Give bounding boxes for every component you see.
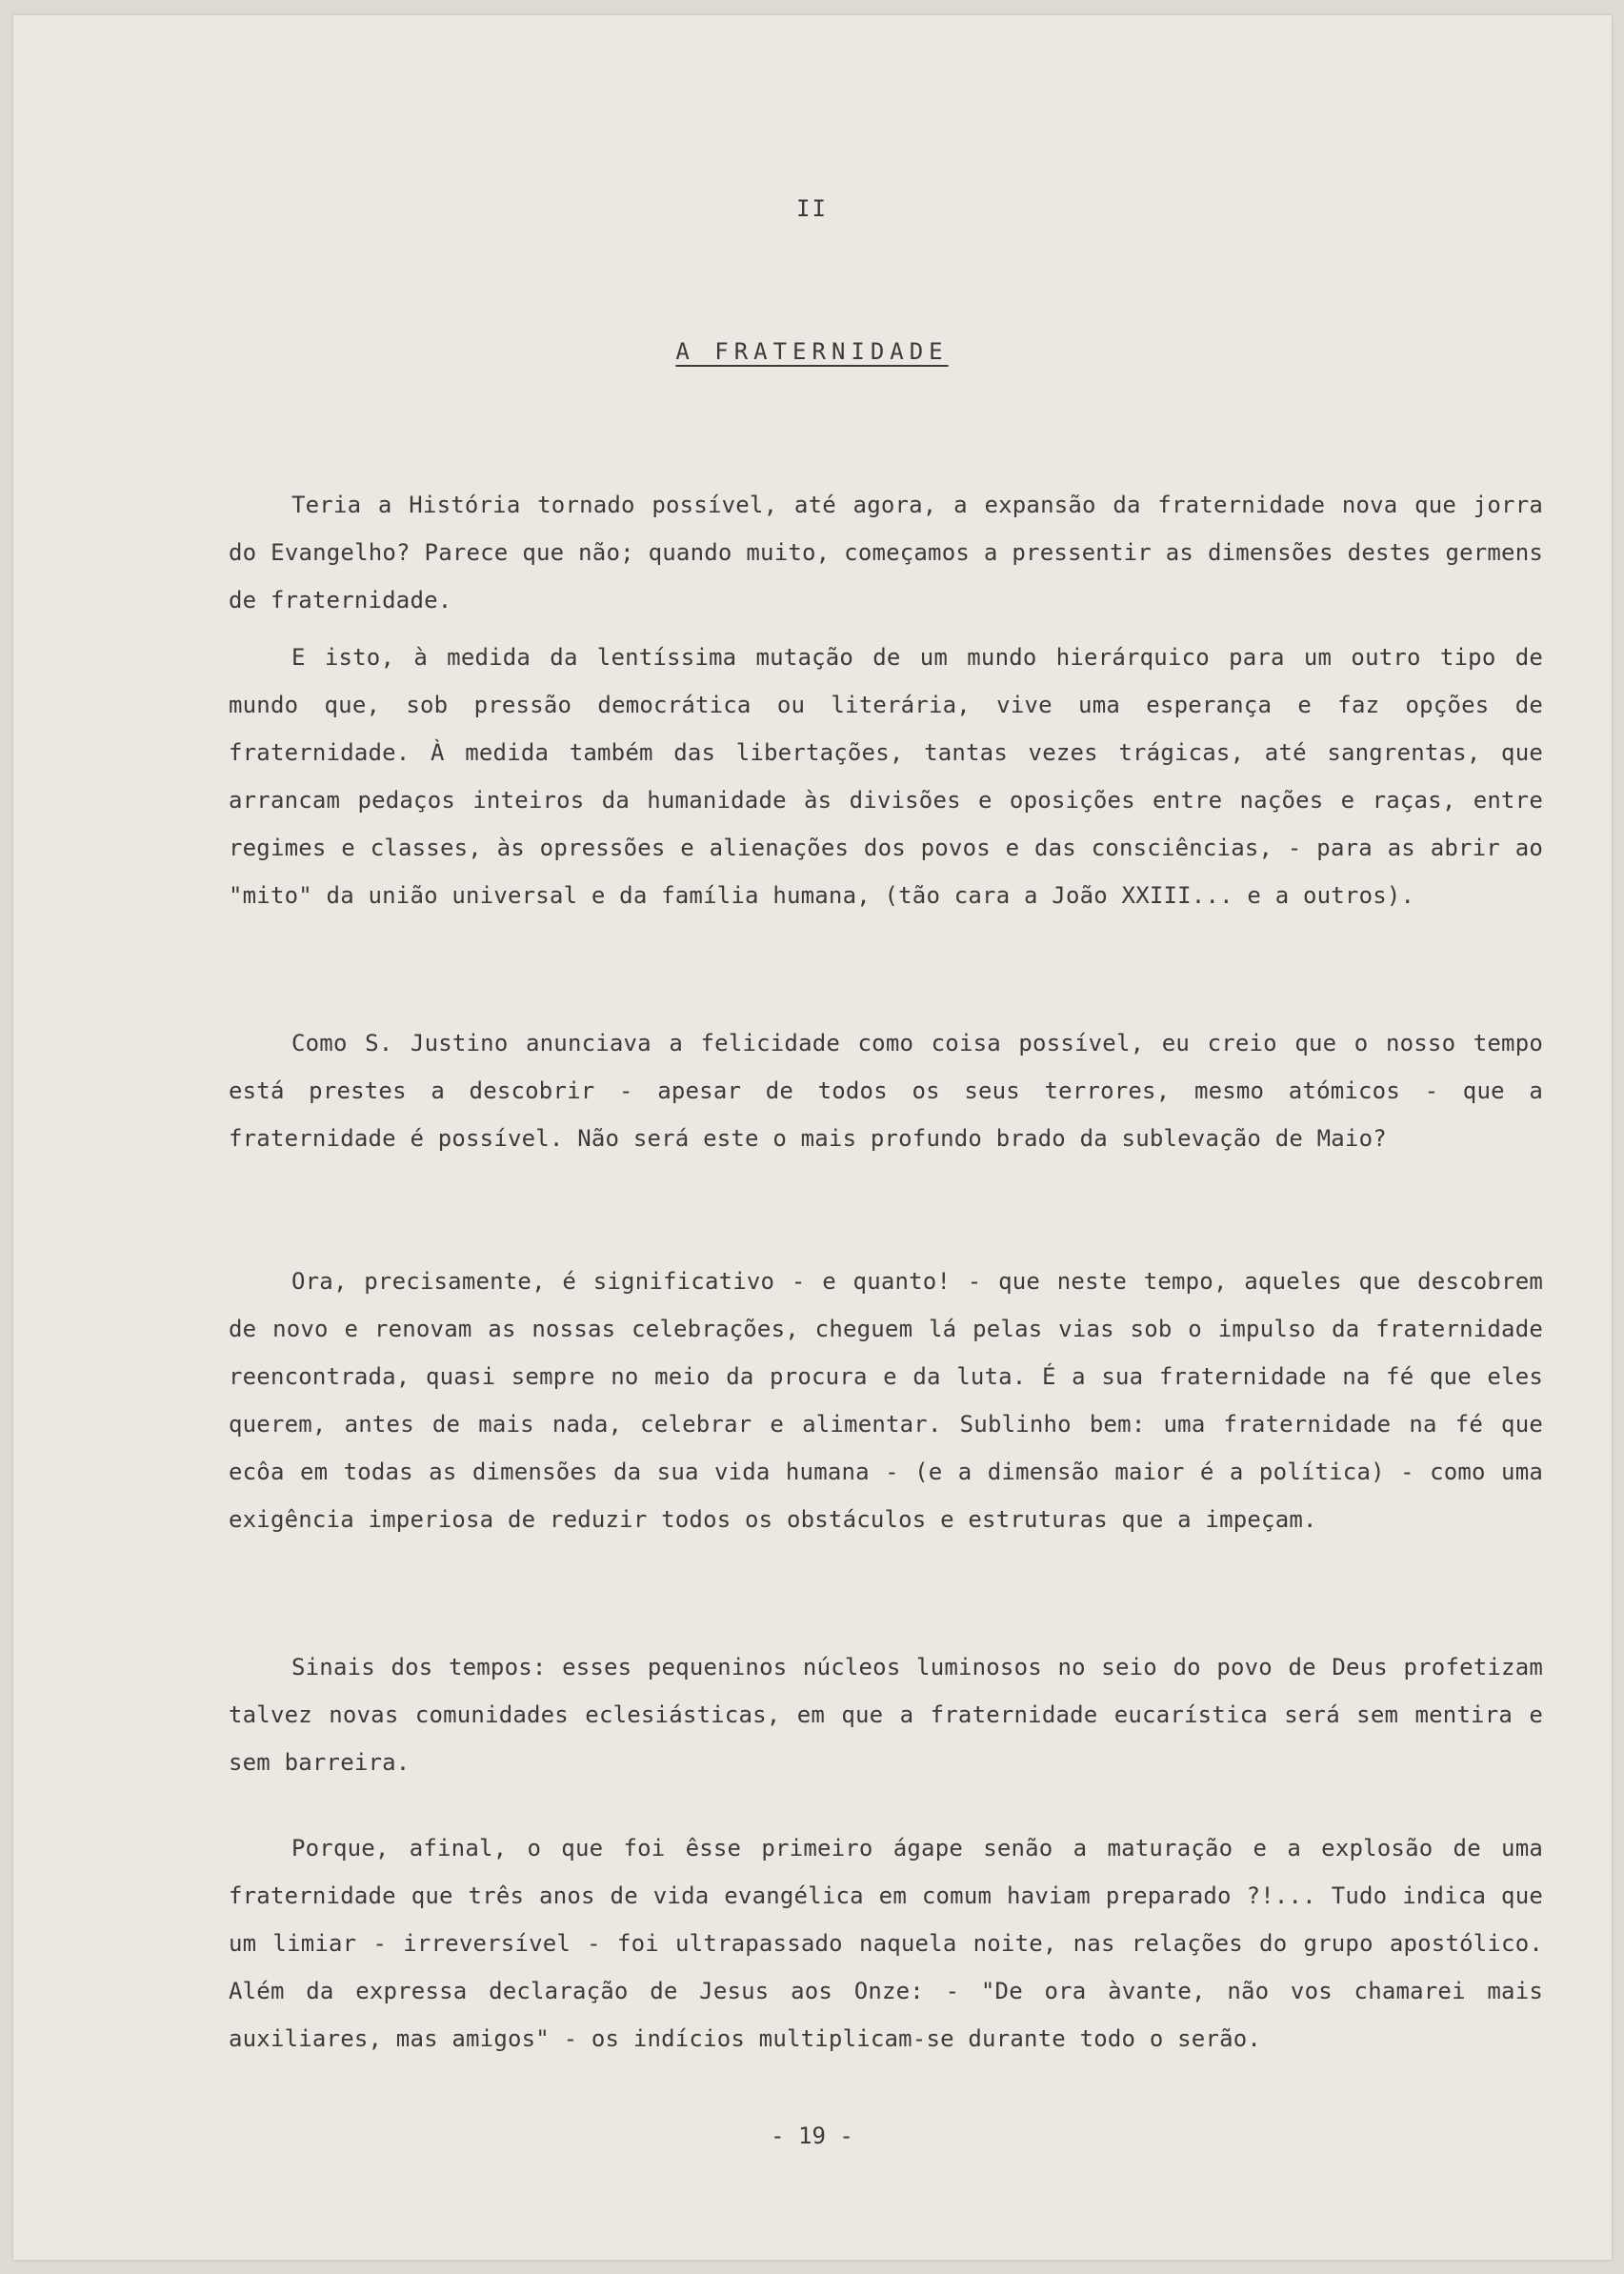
paragraph: Sinais dos tempos: esses pequeninos núcleos luminosos no seio do povo de Deus profetizam talvez novas comunidades eclesiásticas, em que a fraternidade eucarística será sem mentira e sem barreira. — [229, 1654, 1543, 1776]
paragraph: Teria a História tornado possível, até agora, a expansão da fraternidade nova que jorra do Evangelho? Parece que não; quando muito, começamos a pressentir as dimensões destes germens de fraternidade. — [229, 492, 1543, 614]
paragraph: E isto, à medida da lentíssima mutação de um mundo hierárquico para um outro tipo de mundo que, sob pressão democrática ou literária, vive uma esperança e faz opções de fraternidade. À medida também das libertações, tantas vezes trágicas, até sangrentas, que arrancam pedaços inteiros da humanidade às divisões e oposições entre nações e raças, entre regimes e classes, às opressões e alienações dos povos e das consciências, - para as abrir ao "mito" da união universal e da família humana, (tão cara a João XXIII... e a outros). — [229, 644, 1543, 909]
paragraph: Ora, precisamente, é significativo - e quanto! - que neste tempo, aqueles que descobrem de novo e renovam as nossas celebrações, cheguem lá pelas vias sob o impulso da fraternidade reencontrada, quasi sempre no meio da procura e da luta. É a sua fraternidade na fé que eles querem, antes de mais nada, celebrar e alimentar. Sublinho bem: uma fraternidade na fé que ecôa em todas as dimensões da sua vida humana - (e a dimensão maior é a política) - como uma exigência imperiosa de reduzir todos os obstáculos e estruturas que a impeçam. — [229, 1268, 1543, 1533]
paragraph: Porque, afinal, o que foi êsse primeiro ágape senão a maturação e a explosão de uma fraternidade que três anos de vida evangélica em comum haviam preparado ?!... Tudo indica que um limiar - irreversível - foi ultrapassado naquela noite, nas relações do grupo apostólico. Além da expressa declaração de Jesus aos Onze: - "De ora àvante, não vos chamarei mais auxiliares, mas amigos" - os indícios multiplicam-se durante todo o serão. — [229, 1835, 1543, 2052]
chapter-number: II — [796, 195, 828, 222]
page-number: - 19 - — [771, 2123, 853, 2149]
paragraph: Como S. Justino anunciava a felicidade como coisa possível, eu creio que o nosso tempo está prestes a descobrir - apesar de todos os seus terrores, mesmo atómicos - que a fraternidade é possível. Não será este o mais profundo brado da sublevação de Maio? — [229, 1030, 1543, 1152]
chapter-title — [0, 338, 1624, 365]
chapter-title-text: A FRATERNIDADE — [675, 338, 949, 365]
